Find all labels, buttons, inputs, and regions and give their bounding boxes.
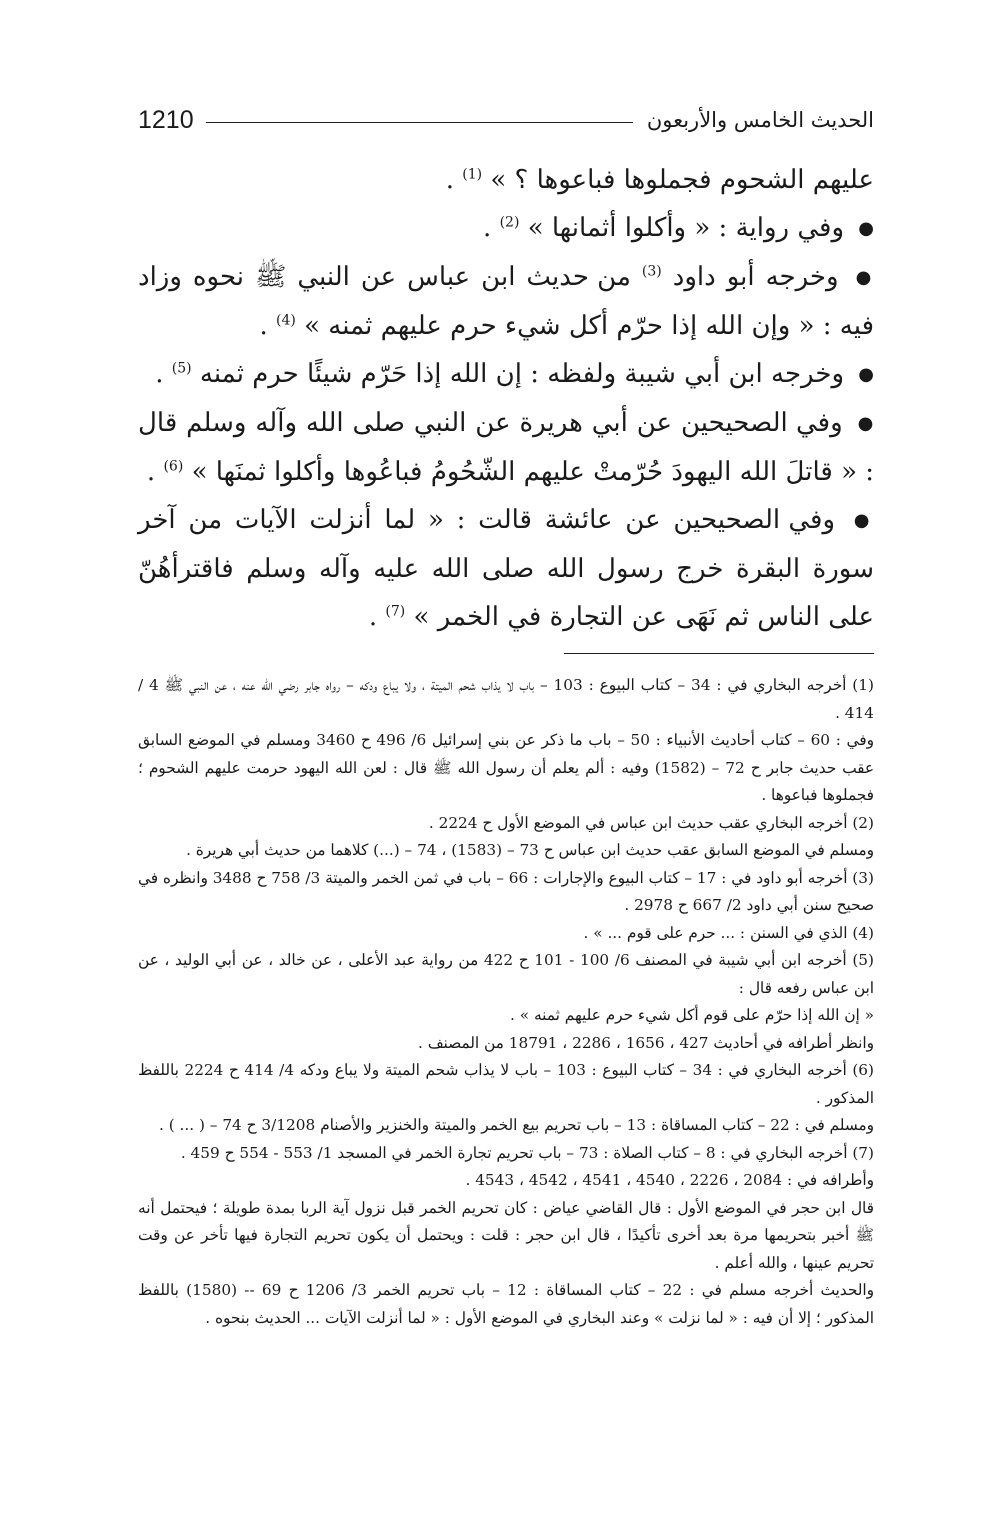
footnote-ref[interactable]: (2) — [499, 214, 520, 231]
page-number: 1210 — [138, 105, 194, 134]
paragraph-end: . — [259, 311, 268, 341]
footnote-line: (3) أخرجه أبو داود في : 17 – كتاب البيوع والإجارات : 66 – باب في ثمن الخمر والميتة 3/ 758 ح 3488 وانظره في صحيح سنن أبي داود 2/ 667 ح 2978 . — [138, 868, 874, 914]
footnote-ref[interactable]: (5) — [171, 360, 192, 377]
bullet-icon: ● — [855, 267, 875, 288]
footnote-line: وفي : 60 – كتاب أحاديث الأنبياء : 50 – باب ما ذكر عن بني إسرائيل 6/ 496 ح 3460 ومسلم في الموضع السابق عقب حديث جابر ح 72 – (1582) وفيه : ألم يعلم أن رسول الله ﷺ قال : لعن الله اليهود حرمت عليهم الشحوم ؛ فجملوها فباعوها . — [138, 731, 875, 804]
footnote-line: (5) أخرجه ابن أبي شيبة في المصنف 6/ 100 - 101 ح 422 من رواية عبد الأعلى ، عن خالد ، عن أبي الوليد ، عن ابن عباس رفعه قال : — [138, 951, 874, 997]
paragraph-text: وخرجه ابن أبي شيبة ولفظه : إن الله إذا حَرّم شيئًا حرم ثمنه — [199, 359, 845, 389]
main-text — [138, 156, 874, 641]
footnote-line: (7) أخرجه البخاري في : 8 – كتاب الصلاة : 73 – باب تحريم تجارة الخمر في المسجد 1/ 553 - 554 ح 459 . — [180, 1143, 874, 1162]
footnotes — [138, 672, 874, 1332]
footnote-line: (4) الذي في السنن : ... حرم على قوم ... » . — [583, 923, 874, 942]
footnote-line: قال ابن حجر في الموضع الأول : قال القاضي عياض : كان تحريم الخمر قبل نزول آية الربا بمدة طويلة ؛ فيحتمل أنه ﷺ أخبر بتحريمها مرة بعد أخرى تأكيدًا ، قال ابن حجر : قلت : ويحتمل أن يكون تحريم التجارة فيها تأخر عن وقت تحريم عينها ، والله أعلم . — [138, 1198, 874, 1272]
paragraph-text: وفي الصحيحين عن عائشة قالت : « لما أنزلت الآيات من آخر سورة البقرة خرج رسول الله صلى الله عليه وآله وسلم فاقترأهُنّ على الناس ثم نَهَى عن التجارة في الخمر » — [138, 505, 874, 632]
footnote-line: (2) أخرجه البخاري عقب حديث ابن عباس في الموضع الأول ح 2224 . — [428, 813, 874, 832]
paragraph-end: . — [445, 165, 454, 195]
paragraph-text: وخرجه أبو داود — [672, 262, 839, 292]
main-paragraph — [138, 496, 874, 641]
paragraph-text: وفي الصحيحين عن أبي هريرة عن النبي صلى الله وآله وسلم قال : « قاتلَ الله اليهودَ حُرّمتْ عليهم الشّحُومُ فباعُوها وأكلوا ثمنَها » — [138, 408, 874, 487]
main-paragraph — [138, 253, 874, 350]
bullet-icon: ● — [853, 510, 874, 531]
bullet-icon: ● — [858, 364, 874, 385]
page-header — [138, 100, 874, 140]
paragraph-end: . — [146, 457, 156, 487]
main-paragraph — [138, 204, 874, 253]
footnote-ref[interactable]: (4) — [276, 312, 296, 329]
footnote-line: (6) أخرجه البخاري في : 34 – كتاب البيوع : 103 – باب لا يذاب شحم الميتة ولا يباع ودكه 4/ 414 ح 2224 باللفظ المذكور . — [138, 1061, 874, 1107]
paragraph-text: من حديث ابن عباس عن النبي ﷺ نحوه وزاد فيه : « وإن الله إذا حرّم أكل شيء حرم عليهم ثمنه » — [138, 262, 874, 341]
paragraph-end: . — [155, 359, 164, 389]
footnote-ref[interactable]: (7) — [385, 603, 406, 620]
book-page — [138, 100, 874, 1332]
bullet-icon: ● — [857, 413, 874, 434]
paragraph-text: وفي رواية : « وأكلوا أثمانها » — [527, 213, 845, 243]
footnote-line: ومسلم في : 22 – كتاب المساقاة : 13 – باب تحريم بيع الخمر والميتة والخنزير والأصنام 3/1208 ح 74 – ( ... ) . — [158, 1116, 874, 1134]
paragraph-end: . — [368, 602, 378, 632]
main-paragraph — [138, 399, 874, 496]
paragraph-end: . — [483, 213, 492, 243]
paragraph-text: عليهم الشحوم فجملوها فباعوها ؟ » — [490, 165, 874, 195]
footnote-line: (1) أخرجه البخاري في : 34 – كتاب البيوع : 103 – باب لا يذاب شحم الميتة ، ولا يباع ودكه – رواه جابر رضي الله عنه ، عن النبي ﷺ 4 / 414 . — [138, 676, 874, 722]
footnote-ref[interactable]: (6) — [163, 458, 184, 475]
footnote-line: وأطرافه في : 2084 ، 2226 ، 4540 ، 4541 ، 4542 ، 4543 . — [465, 1171, 874, 1189]
running-title: الحديث الخامس والأربعون — [646, 108, 874, 132]
footnote-line: « إن الله إذا حرّم على قوم أكل شيء حرم عليهم ثمنه » . — [510, 1006, 874, 1024]
footnote-line: وانظر أطرافه في أحاديث 427 ، 1656 ، 2286 ، 18791 من المصنف . — [417, 1033, 874, 1052]
footnote-separator — [564, 653, 874, 654]
footnote-line: ومسلم في الموضع السابق عقب حديث ابن عباس ح 73 – (1583) ، 74 – (...) كلاهما من حديث أبي هريرة . — [186, 841, 874, 859]
footnote-line: والحديث أخرجه مسلم في : 22 – كتاب المساقاة : 12 – باب تحريم الخمر 3/ 1206 ح 69 -- (1580) باللفظ المذكور ؛ إلا أن فيه : « لما نزلت » وعند البخاري في الموضع الأول : « لما أنزلت الآيات ... الحديث بنحوه . — [138, 1281, 874, 1327]
footnote-ref[interactable]: (1) — [462, 166, 483, 183]
bullet-icon: ● — [858, 218, 874, 239]
footnote-ref[interactable]: (3) — [641, 263, 662, 280]
main-paragraph — [138, 156, 874, 204]
main-paragraph — [138, 350, 874, 399]
header-rule — [206, 122, 633, 123]
